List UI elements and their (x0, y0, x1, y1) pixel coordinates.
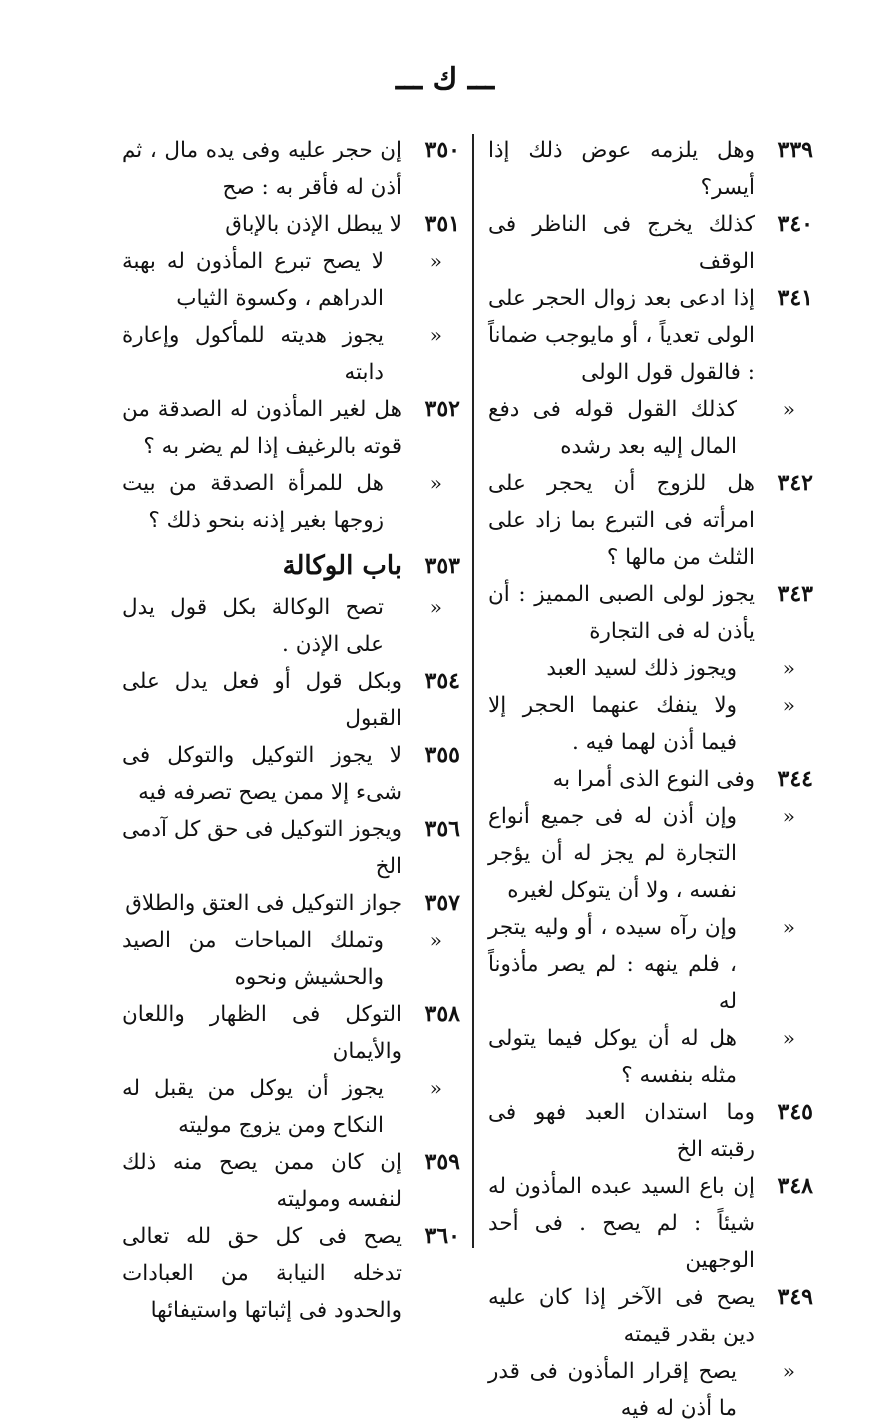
index-entry (122, 663, 460, 737)
index-entry (488, 280, 813, 391)
index-entry (122, 465, 460, 539)
entry-text: يصح فى الآخر إذا كان عليه دين بقدر قيمته (488, 1285, 755, 1347)
index-entry (122, 1144, 460, 1218)
entry-number: ٣٥٥ (424, 742, 460, 768)
entry-number: ٣٥٩ (424, 1149, 460, 1175)
ditto-mark: « (429, 249, 442, 273)
index-entry (122, 132, 460, 206)
index-entry (122, 391, 460, 465)
entry-number: ٣٦٠ (424, 1223, 460, 1249)
entry-text: إذا ادعى بعد زوال الحجر على الولى تعدياً ، أو مايوجب ضماناً : فالقول قول الولى (488, 286, 755, 385)
entry-number: ٣٤٥ (777, 1099, 813, 1125)
left-column (122, 132, 460, 1329)
right-column (488, 132, 813, 1427)
entry-text: هل للزوج أن يحجر على امرأته فى التبرع بما زاد على الثلث من مالها ؟ (488, 471, 755, 570)
index-entry (488, 909, 813, 1020)
index-entry (122, 243, 460, 317)
ditto-mark: « (429, 323, 442, 347)
entry-text: يجوز لولى الصبى المميز : أن يأذن له فى التجارة (488, 582, 755, 644)
entry-number: ٣٥٦ (424, 816, 460, 842)
entry-number: ٣٥٨ (424, 1001, 460, 1027)
ditto-mark: « (429, 595, 442, 619)
index-entry (488, 1353, 813, 1427)
entry-number: ٣٥٠ (424, 137, 460, 163)
entry-text: وإن أذن له فى جميع أنواع التجارة لم يجز له أن يؤجر نفسه ، ولا أن يتوكل لغيره (488, 804, 737, 903)
entry-text: هل للمرأة الصدقة من بيت زوجها بغير إذنه بنحو ذلك ؟ (122, 471, 384, 533)
entry-number: ٣٤٨ (777, 1173, 813, 1199)
index-entry (488, 465, 813, 576)
entry-text: يصح فى كل حق لله تعالى تدخله النيابة من العبادات والحدود فى إثباتها واستيفائها (122, 1224, 402, 1323)
section-heading (122, 545, 460, 587)
ditto-mark: « (782, 1359, 795, 1383)
entry-text: يجوز هديته للمأكول وإعارة دابته (122, 323, 384, 385)
index-entry (488, 576, 813, 650)
entry-text: لا يجوز التوكيل والتوكل فى شىء إلا ممن يصح تصرفه فيه (122, 743, 402, 805)
entry-text: التوكل فى الظهار واللعان والأيمان (122, 1002, 402, 1064)
entry-number: ٣٤٣ (777, 581, 813, 607)
entry-number: ٣٤٩ (777, 1284, 813, 1310)
entry-number: ٣٤٤ (777, 766, 813, 792)
entry-number: ٣٣٩ (777, 137, 813, 163)
entry-number: ٣٤٢ (777, 470, 813, 496)
entry-text: وبكل قول أو فعل يدل على القبول (122, 669, 402, 731)
index-entry (488, 1094, 813, 1168)
entry-text: وإن رآه سيده ، أو وليه يتجر ، فلم ينهه : لم يصر مأذوناً له (488, 915, 737, 1014)
index-entry (488, 650, 813, 687)
entry-text: تصح الوكالة بكل قول يدل على الإذن . (122, 595, 384, 657)
page-number-header: ـــ ك ـــ (395, 62, 495, 97)
ditto-mark: « (782, 397, 795, 421)
entry-text: إن باع السيد عبده المأذون له شيئاً : لم يصح . فى أحد الوجهين (488, 1174, 755, 1273)
entry-text: هل لغير المأذون له الصدقة من قوته بالرغيف إذا لم يضر به ؟ (122, 397, 402, 459)
ditto-mark: « (782, 693, 795, 717)
ditto-mark: « (782, 656, 795, 680)
ditto-mark: « (429, 1076, 442, 1100)
entry-number: ٣٥١ (424, 211, 460, 237)
entry-text: إن كان ممن يصح منه ذلك لنفسه وموليته (122, 1150, 402, 1212)
index-entry (122, 206, 460, 243)
ditto-mark: « (429, 928, 442, 952)
entry-text: لا يصح تبرع المأذون له بهبة الدراهم ، وكسوة الثياب (122, 249, 384, 311)
index-entry (488, 798, 813, 909)
index-entry (122, 589, 460, 663)
index-entry (488, 1168, 813, 1279)
column-divider (472, 134, 474, 1248)
index-entry (122, 737, 460, 811)
section-title: باب الوكالة (282, 551, 402, 581)
ditto-mark: « (782, 804, 795, 828)
index-entry (488, 761, 813, 798)
entry-text: ولا ينفك عنهما الحجر إلا فيما أذن لهما فيه . (488, 693, 737, 755)
index-entry (122, 1218, 460, 1329)
entry-text: يصح إقرار المأذون فى قدر ما أذن له فيه (488, 1359, 737, 1421)
entry-number: ٣٥٢ (424, 396, 460, 422)
entry-number: ٣٥٧ (424, 890, 460, 916)
entry-text: إن حجر عليه وفى يده مال ، ثم أذن له فأقر به : صح (122, 138, 402, 200)
ditto-mark: « (429, 471, 442, 495)
entry-number: ٣٥٣ (424, 553, 460, 579)
entry-text: ويجوز ذلك لسيد العبد (546, 656, 737, 681)
index-entry (488, 132, 813, 206)
entry-text: وهل يلزمه عوض ذلك إذا أيسر؟ (488, 138, 755, 200)
index-entry (488, 1020, 813, 1094)
index-entry (488, 1279, 813, 1353)
ditto-mark: « (782, 1026, 795, 1050)
entry-text: وما استدان العبد فهو فى رقبته الخ (488, 1100, 755, 1162)
index-entry (488, 391, 813, 465)
entry-number: ٣٥٤ (424, 668, 460, 694)
index-entry (488, 206, 813, 280)
entry-text: جواز التوكيل فى العتق والطلاق (125, 891, 402, 916)
entry-number: ٣٤٠ (777, 211, 813, 237)
entry-text: هل له أن يوكل فيما يتولى مثله بنفسه ؟ (488, 1026, 737, 1088)
index-entry (122, 922, 460, 996)
entry-text: لا يبطل الإذن بالإباق (225, 212, 402, 237)
entry-text: ويجوز التوكيل فى حق كل آدمى الخ (122, 817, 402, 879)
index-entry (122, 811, 460, 885)
index-entry (488, 687, 813, 761)
entry-text: كذلك يخرج فى الناظر فى الوقف (488, 212, 755, 274)
entry-text: وتملك المباحات من الصيد والحشيش ونحوه (122, 928, 384, 990)
index-entry (122, 996, 460, 1070)
ditto-mark: « (782, 915, 795, 939)
entry-text: وفى النوع الذى أمرا به (552, 767, 755, 792)
index-entry (122, 885, 460, 922)
index-entry (122, 317, 460, 391)
entry-text: يجوز أن يوكل من يقبل له النكاح ومن يزوج موليته (122, 1076, 384, 1138)
index-entry (122, 1070, 460, 1144)
entry-number: ٣٤١ (777, 285, 813, 311)
entry-text: كذلك القول قوله فى دفع المال إليه بعد رشده (488, 397, 737, 459)
